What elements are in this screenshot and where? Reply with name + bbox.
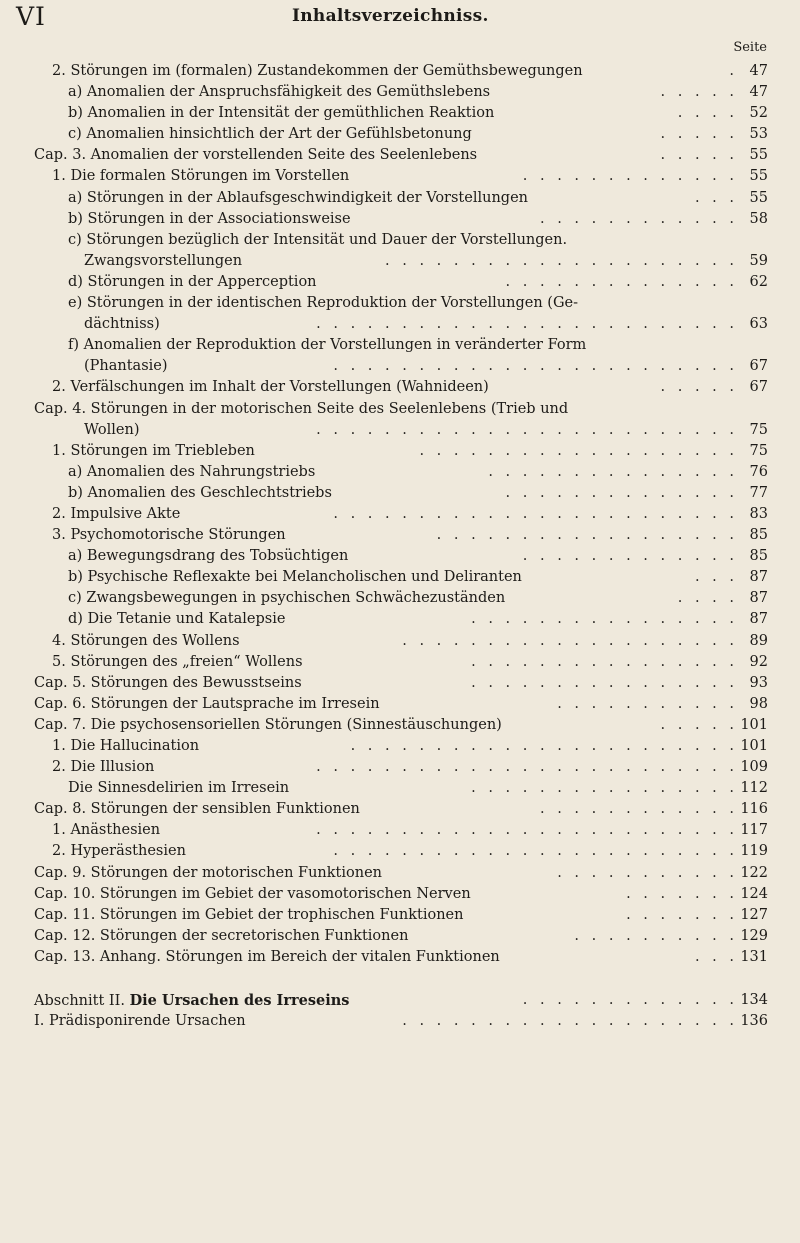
toc-entry	[0, 863, 800, 884]
toc-entry-title: 1. Die formalen Störungen im Vorstellen	[52, 168, 350, 185]
toc-entry-title: 2. Verfälschungen im Inhalt der Vorstellungen (Wahnideen)	[52, 379, 489, 396]
toc-entry	[0, 1011, 800, 1032]
toc-leader-dots: . . . . . . . . . . . . . .	[505, 484, 738, 501]
toc-entry-title: Cap. 12. Störungen der secretorischen Funktionen	[34, 927, 409, 944]
running-title: Inhaltsverzeichniss.	[292, 6, 489, 26]
toc-leader-dots: . . . . .	[660, 84, 738, 101]
toc-entry	[0, 609, 800, 630]
toc-leader-dots: . . . . . . . . . . . . . . . . . . . . .	[385, 252, 738, 269]
toc-leader-dots: . . . .	[677, 105, 738, 122]
toc-page-number: 55	[749, 147, 768, 164]
toc-entry-title: Die Sinnesdelirien im Irresein	[68, 780, 290, 797]
table-of-contents	[0, 61, 800, 1032]
toc-leader-dots: . . . . . . .	[626, 885, 738, 902]
toc-entry	[0, 356, 800, 377]
toc-entry	[0, 715, 800, 736]
toc-leader-dots: . . . . . . . . . . . . . . . .	[471, 780, 738, 797]
toc-page-number: 129	[740, 927, 768, 944]
toc-leader-dots: .	[729, 63, 738, 79]
toc-page-number: 75	[749, 442, 768, 459]
toc-entry-title: d) Die Tetanie und Katalepsie	[68, 611, 286, 628]
toc-entry-title: Wollen)	[84, 421, 140, 438]
toc-entry	[0, 567, 800, 588]
toc-page-number: 63	[749, 316, 768, 333]
toc-entry	[0, 652, 800, 673]
toc-page-number: 101	[740, 738, 768, 754]
toc-leader-dots: . . . . . . . . . . . . . . . . . . . . . . . . .	[316, 316, 738, 333]
toc-page-number: 67	[749, 379, 768, 396]
toc-entry	[0, 377, 800, 398]
toc-entry	[0, 778, 800, 799]
toc-leader-dots: . . . . . . . . . . . . . . . . . . . . . . . . .	[316, 759, 738, 776]
toc-entry	[0, 272, 800, 293]
toc-entry-title: b) Psychische Reflexakte bei Melancholischen und Deliranten	[68, 569, 522, 586]
toc-entry-title: 1. Anästhesien	[52, 822, 161, 839]
toc-leader-dots: . . . . . . . . . . . . . . . . . . . . . . . . .	[316, 421, 738, 438]
toc-entry-title: a) Anomalien des Nahrungstriebs	[68, 463, 316, 480]
section-prefix: Abschnitt II.	[34, 993, 125, 1010]
toc-leader-dots: . . . . . . . . . . . . .	[522, 548, 738, 565]
toc-leader-dots: . . . .	[677, 590, 738, 607]
toc-page-number: 93	[749, 674, 768, 691]
toc-entry-title: Cap. 8. Störungen der sensiblen Funktionen	[34, 801, 360, 818]
section-heading	[0, 990, 800, 1011]
toc-page-number: 124	[740, 885, 768, 902]
toc-entry	[0, 673, 800, 694]
toc-entry	[0, 145, 800, 166]
toc-leader-dots: . . . . . . . . . . . . . . . .	[471, 611, 738, 628]
toc-leader-dots: . . .	[694, 569, 738, 586]
toc-leader-dots: . . . . . . . . . . . . . . . . . . . . . . . .	[333, 358, 738, 375]
toc-leader-dots: . . . . . . . . . . . . . . . . . . . . . . . .	[333, 505, 738, 522]
toc-page-number: 117	[740, 822, 768, 839]
toc-entry	[0, 820, 800, 841]
toc-entry	[0, 926, 800, 947]
toc-entry-title: d) Störungen in der Apperception	[68, 273, 317, 290]
toc-leader-dots: . . . . .	[660, 126, 738, 143]
toc-page-number: 85	[749, 527, 768, 544]
toc-entry-title: 5. Störungen des „freien“ Wollens	[52, 653, 303, 670]
toc-entry-title: e) Störungen in der identischen Reproduktion der Vorstellungen (Ge-	[68, 295, 579, 312]
toc-entry-title: Cap. 11. Störungen im Gebiet der trophischen Funktionen	[34, 906, 464, 923]
toc-page-number: 47	[749, 63, 768, 79]
toc-entry-title: b) Anomalien des Geschlechtstriebs	[68, 484, 332, 501]
toc-entry-title: Cap. 4. Störungen in der motorischen Seite des Seelenlebens (Trieb und	[34, 400, 569, 417]
toc-leader-dots: . . . . .	[660, 379, 738, 396]
toc-entry-title: Cap. 3. Anomalien der vorstellenden Seite des Seelenlebens	[34, 147, 478, 164]
toc-leader-dots: . . . . . . . . . . . .	[539, 801, 738, 818]
toc-leader-dots: . . . . . . . . . . . . . . . . . . . . . . .	[350, 738, 738, 754]
toc-leader-dots: . . . . . . . . . .	[574, 927, 738, 944]
toc-entry-title: Cap. 7. Die psychosensoriellen Störungen (Sinnestäuschungen)	[34, 716, 502, 733]
toc-entry	[0, 694, 800, 715]
toc-entry-title: 1. Die Hallucination	[52, 738, 200, 754]
toc-page-number: 87	[749, 590, 768, 607]
toc-page-number: 127	[740, 906, 768, 923]
toc-entry-title: a) Störungen in der Ablaufsgeschwindigkeit der Vorstellungen	[68, 189, 528, 206]
toc-entry	[0, 504, 800, 525]
toc-entry-title: 2. Hyperästhesien	[52, 843, 186, 860]
toc-leader-dots: . . . . . . . . . . .	[557, 864, 738, 881]
toc-page-number: 55	[749, 168, 768, 185]
toc-entry	[0, 82, 800, 103]
toc-leader-dots: . . . . . . . . . . . . . .	[505, 273, 738, 290]
toc-entry-title: Cap. 9. Störungen der motorischen Funktionen	[34, 864, 383, 881]
toc-entry	[0, 905, 800, 926]
toc-page-number: 119	[740, 843, 768, 860]
toc-entry	[0, 841, 800, 862]
toc-page-number: 47	[749, 84, 768, 101]
toc-entry-title: Cap. 13. Anhang. Störungen im Bereich der vitalen Funktionen	[34, 948, 500, 965]
toc-entry	[0, 736, 800, 757]
toc-entry-title: 4. Störungen des Wollens	[52, 632, 240, 649]
toc-entry	[0, 588, 800, 609]
toc-page-number: 76	[749, 463, 768, 480]
toc-entry	[0, 631, 800, 652]
toc-leader-dots: . . . . .	[660, 716, 738, 733]
toc-entry-title: I. Prädisponirende Ursachen	[34, 1013, 246, 1030]
toc-entry	[0, 314, 800, 335]
toc-entry	[0, 546, 800, 567]
toc-entry	[0, 947, 800, 968]
toc-entry	[0, 209, 800, 230]
section-title: Die Ursachen des Irreseins	[129, 992, 350, 1010]
toc-leader-dots: . . . . . . . . . . . . . . . . . . . . . . . .	[333, 843, 738, 860]
toc-page-number: 98	[749, 695, 768, 712]
seite-column-label: Seite	[733, 40, 767, 55]
section-gap	[0, 968, 800, 990]
toc-entry	[0, 124, 800, 145]
toc-leader-dots: . . . . . . . . . . . . . . . . . . . . . . . . .	[316, 822, 738, 839]
toc-entry-title: Cap. 6. Störungen der Lautsprache im Irresein	[34, 695, 380, 712]
toc-page-number: 101	[740, 716, 768, 733]
toc-entry-title: a) Bewegungsdrang des Tobsüchtigen	[68, 548, 349, 565]
toc-entry-title: c) Anomalien hinsichtlich der Art der Gefühlsbetonung	[68, 126, 472, 143]
toc-entry	[0, 103, 800, 124]
toc-entry-title: dächtniss)	[84, 316, 160, 333]
toc-leader-dots: . . . . . . . . . . . .	[539, 210, 738, 227]
toc-page-number: 116	[740, 801, 768, 818]
toc-leader-dots: . . . . . . . . . . . . . . . . . . . .	[402, 632, 738, 649]
toc-entry-title: c) Zwangsbewegungen in psychischen Schwächezuständen	[68, 590, 506, 607]
toc-entry-title: 2. Impulsive Akte	[52, 505, 181, 522]
toc-leader-dots: . . .	[694, 948, 738, 965]
toc-entry-title: Zwangsvorstellungen	[84, 252, 243, 269]
toc-entry-title: 2. Die Illusion	[52, 759, 155, 776]
toc-entry-title: 1. Störungen im Triebleben	[52, 442, 255, 459]
toc-leader-dots: . . . . . . . . . . . . .	[522, 992, 738, 1009]
toc-entry	[0, 166, 800, 187]
toc-entry	[0, 441, 800, 462]
toc-page-number: 83	[749, 505, 768, 522]
toc-entry-title: b) Störungen in der Associationsweise	[68, 210, 351, 227]
toc-page-number: 112	[740, 780, 768, 797]
toc-entry-title	[34, 990, 349, 1012]
toc-page-number: 53	[749, 126, 768, 143]
toc-entry-title: b) Anomalien in der Intensität der gemüthlichen Reaktion	[68, 105, 495, 122]
toc-leader-dots: . . . . .	[660, 147, 738, 164]
toc-entry	[0, 335, 800, 356]
toc-entry	[0, 462, 800, 483]
toc-leader-dots: . . . . . . . . . . . . . . . . . . .	[419, 442, 738, 459]
toc-entry	[0, 525, 800, 546]
toc-entry-title: Cap. 10. Störungen im Gebiet der vasomotorischen Nerven	[34, 885, 471, 902]
toc-page-number: 87	[749, 569, 768, 586]
toc-page-number: 59	[749, 252, 768, 269]
toc-entry	[0, 757, 800, 778]
toc-leader-dots: . . . . . . .	[626, 906, 738, 923]
toc-page-number: 87	[749, 611, 768, 628]
toc-page-number: 136	[740, 1013, 768, 1030]
toc-leader-dots: . . . . . . . . . . . . . . .	[488, 463, 738, 480]
toc-entry	[0, 483, 800, 504]
toc-entry-title: Cap. 5. Störungen des Bewusstseins	[34, 674, 302, 691]
toc-entry-title: f) Anomalien der Reproduktion der Vorstellungen in veränderter Form	[68, 337, 587, 354]
toc-page-number: 62	[749, 273, 768, 290]
toc-page-number: 85	[749, 548, 768, 565]
toc-page-number: 55	[749, 189, 768, 206]
toc-page-number: 89	[749, 632, 768, 649]
toc-entry-title: (Phantasie)	[84, 358, 168, 375]
toc-entry	[0, 61, 800, 82]
toc-page-number: 92	[749, 653, 768, 670]
toc-entry	[0, 799, 800, 820]
toc-page-number: 58	[749, 210, 768, 227]
toc-page-number: 77	[749, 484, 768, 501]
toc-leader-dots: . . . . . . . . . . . . . . . .	[471, 653, 738, 670]
toc-page-number: 122	[740, 864, 768, 881]
toc-page-number: 67	[749, 358, 768, 375]
page-number: VI	[16, 2, 46, 31]
toc-page-number: 52	[749, 105, 768, 122]
toc-entry-title: a) Anomalien der Anspruchsfähigkeit des Gemüthslebens	[68, 84, 491, 101]
toc-leader-dots: . . . . . . . . . . . . . . . .	[471, 674, 738, 691]
toc-page-number: 134	[740, 992, 768, 1009]
toc-page-number: 75	[749, 421, 768, 438]
toc-page-number: 131	[740, 948, 768, 965]
toc-entry	[0, 884, 800, 905]
toc-leader-dots: . . . . . . . . . . .	[557, 695, 738, 712]
toc-leader-dots: . . . . . . . . . . . . . . . . . . . .	[402, 1013, 738, 1030]
toc-entry	[0, 251, 800, 272]
toc-entry	[0, 420, 800, 441]
toc-entry-title: 2. Störungen im (formalen) Zustandekommen der Gemüthsbewegungen	[52, 63, 583, 79]
toc-entry-title: 3. Psychomotorische Störungen	[52, 527, 286, 544]
toc-entry-title: c) Störungen bezüglich der Intensität und Dauer der Vorstellungen.	[68, 231, 568, 248]
toc-entry	[0, 293, 800, 314]
toc-page-number: 109	[740, 759, 768, 776]
toc-leader-dots: . . .	[694, 189, 738, 206]
toc-leader-dots: . . . . . . . . . . . . . . . . . .	[436, 527, 738, 544]
toc-leader-dots: . . . . . . . . . . . . .	[522, 168, 738, 185]
toc-entry	[0, 230, 800, 251]
toc-entry	[0, 188, 800, 209]
toc-entry	[0, 399, 800, 420]
